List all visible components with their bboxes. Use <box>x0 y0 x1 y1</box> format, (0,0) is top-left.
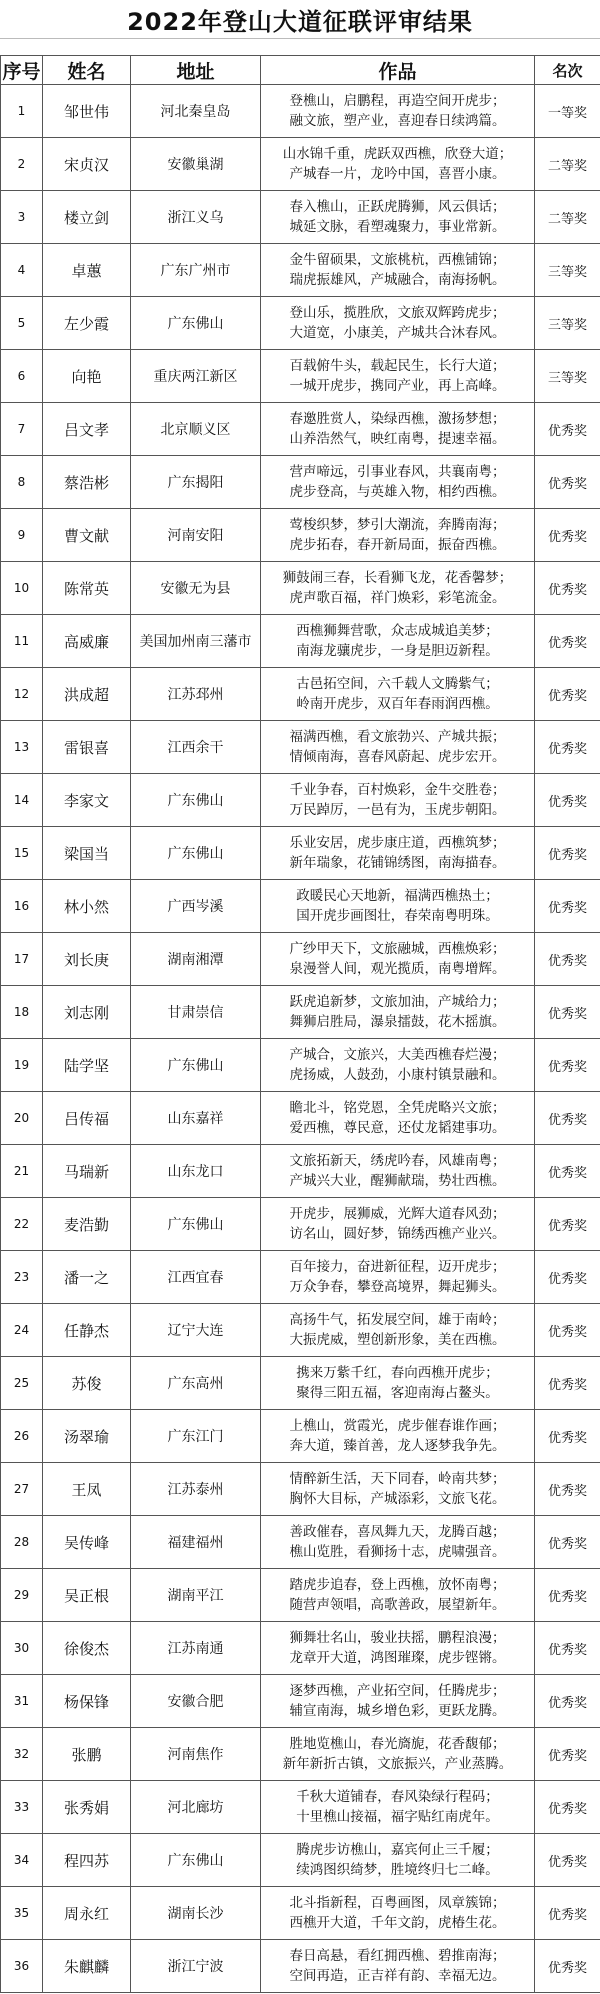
row-address: 美国加州南三藩市 <box>131 615 261 668</box>
row-award: 优秀奖 <box>535 721 600 774</box>
row-address: 江苏泰州 <box>131 1463 261 1516</box>
row-work <box>261 1728 535 1781</box>
row-number: 13 <box>1 721 43 774</box>
work-line-1: 春日高悬，看红拥西樵、碧推南海； <box>289 1948 506 1964</box>
row-name: 李家文 <box>43 774 131 827</box>
row-award: 优秀奖 <box>535 774 600 827</box>
row-name: 蔡浩彬 <box>43 456 131 509</box>
work-line-1: 文旅拓新天，绣虎吟春，风雄南粤； <box>289 1153 506 1169</box>
work-line-2: 泉漫誉人间，观光揽质，南粤增辉。 <box>289 961 506 977</box>
row-address: 河南焦作 <box>131 1728 261 1781</box>
work-line-2: 龙章开大道，鸿图璀璨，虎步铿锵。 <box>289 1650 506 1666</box>
table-row <box>1 668 600 721</box>
work-line-2: 空间再造，正吉祥有韵、幸福无边。 <box>289 1968 506 1984</box>
work-line-1: 莺梭织梦，梦引大潮流，奔腾南海； <box>289 517 506 533</box>
work-line-2: 大道宽，小康美，产城共合沐春风。 <box>289 325 506 341</box>
work-line-1: 百载俯牛头，载起民生，长行大道； <box>289 358 506 374</box>
row-name: 杨保锋 <box>43 1675 131 1728</box>
row-number: 26 <box>1 1410 43 1463</box>
row-name: 张鹏 <box>43 1728 131 1781</box>
table-row <box>1 456 600 509</box>
work-line-1: 千业争春，百村焕彩，金牛交胜卷； <box>289 782 506 798</box>
work-line-1: 登樵山，启鹏程，再造空间开虎步； <box>289 93 506 109</box>
row-number: 18 <box>1 986 43 1039</box>
row-work <box>261 456 535 509</box>
work-line-1: 携来万紫千红，春向西樵开虎步； <box>296 1365 499 1381</box>
work-line-1: 狮舞壮名山，骏业扶摇，鹏程浪漫； <box>289 1630 506 1646</box>
row-name: 吴传峰 <box>43 1516 131 1569</box>
work-line-2: 爱西樵，尊民意，还仗龙韬建事功。 <box>289 1120 506 1136</box>
row-award: 优秀奖 <box>535 1834 600 1887</box>
row-address: 江西余干 <box>131 721 261 774</box>
work-line-1: 山水锦千重，虎跃双西樵，欣登大道； <box>282 146 513 162</box>
row-address: 江苏邳州 <box>131 668 261 721</box>
row-work <box>261 244 535 297</box>
work-line-2: 虎步登高，与英雄入物，相约西樵。 <box>289 484 506 500</box>
work-line-1: 政暖民心天地新，福满西樵热土； <box>296 888 499 904</box>
row-work <box>261 1039 535 1092</box>
row-work <box>261 1834 535 1887</box>
work-line-2: 情倾南海，喜春风蔚起、虎步宏开。 <box>289 749 506 765</box>
row-address: 河北秦皇岛 <box>131 85 261 138</box>
row-award: 优秀奖 <box>535 1781 600 1834</box>
row-name: 陈常英 <box>43 562 131 615</box>
row-award: 优秀奖 <box>535 1569 600 1622</box>
row-work <box>261 1357 535 1410</box>
row-name: 刘长庚 <box>43 933 131 986</box>
work-line-2: 新年新折古镇，文旅振兴，产业蒸腾。 <box>282 1756 513 1772</box>
work-line-1: 登山乐，揽胜欣，文旅双辉跨虎步； <box>289 305 506 321</box>
row-work <box>261 1251 535 1304</box>
row-name: 吴正根 <box>43 1569 131 1622</box>
work-line-1: 广纱甲天下，文旅融城，西樵焕彩； <box>289 941 506 957</box>
row-name: 朱麒麟 <box>43 1940 131 1993</box>
row-number: 33 <box>1 1781 43 1834</box>
work-line-2: 新年瑞象，花铺锦绣图，南海描春。 <box>289 855 506 871</box>
row-award: 二等奖 <box>535 138 600 191</box>
row-award: 优秀奖 <box>535 933 600 986</box>
row-name: 苏俊 <box>43 1357 131 1410</box>
row-work <box>261 933 535 986</box>
work-line-2: 瑞虎振雄风，产城融合，南海扬帆。 <box>289 272 506 288</box>
table-row <box>1 1463 600 1516</box>
row-address: 广东佛山 <box>131 1834 261 1887</box>
spacer-row <box>0 38 600 55</box>
work-line-1: 善政催春，喜凤舞九天，龙腾百越； <box>289 1524 506 1540</box>
row-address: 广东揭阳 <box>131 456 261 509</box>
work-line-2: 樵山览胜，看狮扬十志，虎啸强音。 <box>289 1544 506 1560</box>
work-line-2: 产城兴大业，醒狮献瑞，势壮西樵。 <box>289 1173 506 1189</box>
table-row <box>1 1516 600 1569</box>
row-award: 优秀奖 <box>535 1092 600 1145</box>
row-work <box>261 1516 535 1569</box>
work-line-2: 岭南开虎步，双百年春雨润西樵。 <box>296 696 499 712</box>
row-award: 优秀奖 <box>535 668 600 721</box>
row-number: 10 <box>1 562 43 615</box>
row-number: 19 <box>1 1039 43 1092</box>
row-work <box>261 350 535 403</box>
row-number: 27 <box>1 1463 43 1516</box>
row-name: 卓蕙 <box>43 244 131 297</box>
row-work <box>261 85 535 138</box>
work-line-2: 奔大道，臻首善，龙人逐梦我争先。 <box>289 1438 506 1454</box>
row-name: 邹世伟 <box>43 85 131 138</box>
table-row <box>1 1145 600 1198</box>
header-name: 姓名 <box>43 56 131 85</box>
table-row <box>1 1622 600 1675</box>
table-row <box>1 1675 600 1728</box>
row-address: 辽宁大连 <box>131 1304 261 1357</box>
work-line-2: 一城开虎步，携同产业，再上高峰。 <box>289 378 506 394</box>
table-row <box>1 1940 600 1993</box>
row-number: 12 <box>1 668 43 721</box>
row-address: 安徽巢湖 <box>131 138 261 191</box>
row-work <box>261 827 535 880</box>
row-name: 徐俊杰 <box>43 1622 131 1675</box>
table-row <box>1 1357 600 1410</box>
table-row <box>1 933 600 986</box>
work-line-2: 虎步拓春，春开新局面，振奋西樵。 <box>289 537 506 553</box>
row-address: 广东佛山 <box>131 297 261 350</box>
row-name: 左少霞 <box>43 297 131 350</box>
row-work <box>261 1675 535 1728</box>
row-award: 优秀奖 <box>535 403 600 456</box>
row-award: 三等奖 <box>535 244 600 297</box>
results-table <box>0 55 600 1993</box>
row-number: 20 <box>1 1092 43 1145</box>
work-line-2: 聚得三阳五福，客迎南海占鳌头。 <box>296 1385 499 1401</box>
row-award: 优秀奖 <box>535 1198 600 1251</box>
row-name: 汤翠瑜 <box>43 1410 131 1463</box>
row-number: 25 <box>1 1357 43 1410</box>
row-work <box>261 509 535 562</box>
row-name: 吕文孝 <box>43 403 131 456</box>
work-line-1: 百年接力，奋进新征程，迈开虎步； <box>289 1259 506 1275</box>
row-award: 优秀奖 <box>535 1039 600 1092</box>
row-number: 22 <box>1 1198 43 1251</box>
table-row <box>1 1039 600 1092</box>
row-work <box>261 986 535 1039</box>
row-work <box>261 668 535 721</box>
row-name: 麦浩勤 <box>43 1198 131 1251</box>
table-row <box>1 297 600 350</box>
work-line-1: 金牛留硕果，文旅桃杭，西樵铺锦； <box>289 252 506 268</box>
row-work <box>261 615 535 668</box>
row-award: 优秀奖 <box>535 509 600 562</box>
work-line-1: 北斗指新程，百粤画图，凤章簇锦； <box>289 1895 506 1911</box>
row-award: 优秀奖 <box>535 1304 600 1357</box>
work-line-2: 舞狮启胜局，瀑泉擂鼓，花木摇旗。 <box>289 1014 506 1030</box>
table-header-row <box>1 56 600 85</box>
work-line-1: 胜地览樵山，春光旖旎，花香馥郁； <box>289 1736 506 1752</box>
row-address: 山东嘉祥 <box>131 1092 261 1145</box>
row-address: 河南安阳 <box>131 509 261 562</box>
row-number: 24 <box>1 1304 43 1357</box>
row-number: 5 <box>1 297 43 350</box>
row-work <box>261 1092 535 1145</box>
work-line-1: 腾虎步访樵山，嘉宾何止三千履； <box>296 1842 499 1858</box>
row-award: 二等奖 <box>535 191 600 244</box>
row-work <box>261 138 535 191</box>
row-number: 7 <box>1 403 43 456</box>
row-award: 优秀奖 <box>535 1728 600 1781</box>
row-number: 2 <box>1 138 43 191</box>
row-work <box>261 721 535 774</box>
work-line-2: 融文旅，塑产业，喜迎春日续鸿篇。 <box>289 113 506 129</box>
table-row <box>1 191 600 244</box>
row-number: 35 <box>1 1887 43 1940</box>
row-award: 优秀奖 <box>535 1463 600 1516</box>
row-address: 湖南湘潭 <box>131 933 261 986</box>
row-number: 6 <box>1 350 43 403</box>
work-line-2: 随营声领唱，高歌善政，展望新年。 <box>289 1597 506 1613</box>
table-row <box>1 1887 600 1940</box>
work-line-2: 续鸿图织绮梦，胜境终归七二峰。 <box>296 1862 499 1878</box>
row-award: 优秀奖 <box>535 615 600 668</box>
row-address: 甘肃崇信 <box>131 986 261 1039</box>
row-name: 任静杰 <box>43 1304 131 1357</box>
row-name: 刘志刚 <box>43 986 131 1039</box>
row-number: 15 <box>1 827 43 880</box>
work-line-2: 万众争春，攀登高境界，舞起狮头。 <box>289 1279 506 1295</box>
table-row <box>1 1092 600 1145</box>
row-work <box>261 1569 535 1622</box>
work-line-1: 古邑拓空间，六千载人文腾紫气； <box>296 676 499 692</box>
row-number: 29 <box>1 1569 43 1622</box>
row-award: 优秀奖 <box>535 1251 600 1304</box>
work-line-2: 访名山，圆好梦，锦绣西樵产业兴。 <box>289 1226 506 1242</box>
table-row <box>1 827 600 880</box>
header-award: 名次 <box>535 56 600 85</box>
row-address: 安徽无为县 <box>131 562 261 615</box>
work-line-1: 千秋大道铺春，春风染绿行程码； <box>296 1789 499 1805</box>
row-number: 23 <box>1 1251 43 1304</box>
row-work <box>261 1622 535 1675</box>
work-line-1: 福满西樵，看文旅勃兴、产城共振； <box>289 729 506 745</box>
row-work <box>261 297 535 350</box>
row-address: 山东龙口 <box>131 1145 261 1198</box>
header-work: 作品 <box>261 56 535 85</box>
row-name: 吕传福 <box>43 1092 131 1145</box>
row-number: 30 <box>1 1622 43 1675</box>
table-row <box>1 350 600 403</box>
row-name: 高威廉 <box>43 615 131 668</box>
row-number: 34 <box>1 1834 43 1887</box>
row-number: 11 <box>1 615 43 668</box>
row-number: 31 <box>1 1675 43 1728</box>
row-name: 张秀娟 <box>43 1781 131 1834</box>
row-number: 3 <box>1 191 43 244</box>
work-line-2: 辅宣南海，城乡增色彩，更跃龙腾。 <box>289 1703 506 1719</box>
row-name: 陆学坚 <box>43 1039 131 1092</box>
row-award: 三等奖 <box>535 297 600 350</box>
row-award: 优秀奖 <box>535 986 600 1039</box>
table-body <box>1 85 600 1993</box>
row-award: 优秀奖 <box>535 827 600 880</box>
work-line-1: 春入樵山，正跃虎腾狮，风云俱话； <box>289 199 506 215</box>
table-row <box>1 403 600 456</box>
table-row <box>1 774 600 827</box>
row-name: 雷银喜 <box>43 721 131 774</box>
row-address: 广东佛山 <box>131 1198 261 1251</box>
work-line-1: 瞻北斗，铭党恩，全凭虎略兴文旅； <box>289 1100 506 1116</box>
work-line-1: 春邀胜赏人，染绿西樵，激扬梦想； <box>289 411 506 427</box>
row-address: 江西宜春 <box>131 1251 261 1304</box>
row-number: 36 <box>1 1940 43 1993</box>
row-number: 4 <box>1 244 43 297</box>
row-work <box>261 880 535 933</box>
row-award: 优秀奖 <box>535 456 600 509</box>
table-row <box>1 721 600 774</box>
work-line-2: 十里樵山接福，福字贴红南虎年。 <box>296 1809 499 1825</box>
header-address: 地址 <box>131 56 261 85</box>
row-name: 周永红 <box>43 1887 131 1940</box>
work-line-1: 西樵狮舞营歌，众志成城追美梦； <box>296 623 499 639</box>
work-line-1: 踏虎步追春，登上西樵，放怀南粤； <box>289 1577 506 1593</box>
table-row <box>1 986 600 1039</box>
row-address: 北京顺义区 <box>131 403 261 456</box>
row-award: 优秀奖 <box>535 1357 600 1410</box>
row-award: 优秀奖 <box>535 1940 600 1993</box>
table-row <box>1 509 600 562</box>
row-award: 优秀奖 <box>535 1145 600 1198</box>
row-number: 21 <box>1 1145 43 1198</box>
row-work <box>261 1198 535 1251</box>
work-line-1: 逐梦西樵，产业拓空间，任腾虎步； <box>289 1683 506 1699</box>
work-line-1: 产城合，文旅兴，大美西樵春烂漫； <box>289 1047 506 1063</box>
table-row <box>1 1834 600 1887</box>
row-address: 湖南平江 <box>131 1569 261 1622</box>
work-line-1: 乐业安居，虎步康庄道，西樵筑梦； <box>289 835 506 851</box>
work-line-1: 狮鼓闹三春，长看狮飞龙，花香馨梦； <box>282 570 513 586</box>
row-work <box>261 562 535 615</box>
row-award: 优秀奖 <box>535 880 600 933</box>
row-number: 8 <box>1 456 43 509</box>
work-line-1: 营声啼远，引事业春风，共襄南粤； <box>289 464 506 480</box>
row-award: 优秀奖 <box>535 1675 600 1728</box>
work-line-1: 高扬牛气，拓发展空间，雄于南岭； <box>289 1312 506 1328</box>
row-address: 广东佛山 <box>131 1039 261 1092</box>
row-address: 浙江宁波 <box>131 1940 261 1993</box>
document-title: 2022年登山大道征联评审结果 <box>127 7 473 36</box>
row-address: 广东广州市 <box>131 244 261 297</box>
row-work <box>261 1304 535 1357</box>
row-award: 优秀奖 <box>535 1516 600 1569</box>
row-award: 一等奖 <box>535 85 600 138</box>
row-award: 优秀奖 <box>535 1410 600 1463</box>
row-name: 王凤 <box>43 1463 131 1516</box>
row-name: 梁国当 <box>43 827 131 880</box>
table-row <box>1 615 600 668</box>
row-name: 洪成超 <box>43 668 131 721</box>
work-line-2: 产城春一片，龙吟中国，喜晋小康。 <box>289 166 506 182</box>
row-address: 安徽合肥 <box>131 1675 261 1728</box>
row-number: 32 <box>1 1728 43 1781</box>
work-line-2: 城延文脉，看塑魂聚力，事业常新。 <box>289 219 506 235</box>
row-name: 向艳 <box>43 350 131 403</box>
row-number: 16 <box>1 880 43 933</box>
row-work <box>261 1781 535 1834</box>
row-address: 广东高州 <box>131 1357 261 1410</box>
table-row <box>1 1410 600 1463</box>
row-work <box>261 191 535 244</box>
table-row <box>1 880 600 933</box>
work-line-2: 虎扬威，人鼓劲，小康村镇景融和。 <box>289 1067 506 1083</box>
table-row <box>1 1781 600 1834</box>
row-address: 福建福州 <box>131 1516 261 1569</box>
row-work <box>261 774 535 827</box>
row-address: 广东佛山 <box>131 827 261 880</box>
table-row <box>1 562 600 615</box>
work-line-1: 开虎步，展狮威，光辉大道春风劲； <box>289 1206 506 1222</box>
row-award: 优秀奖 <box>535 1887 600 1940</box>
work-line-2: 虎声歌百福，祥门焕彩，彩笔流金。 <box>289 590 506 606</box>
row-name: 马瑞新 <box>43 1145 131 1198</box>
row-name: 林小然 <box>43 880 131 933</box>
row-work <box>261 1940 535 1993</box>
row-number: 28 <box>1 1516 43 1569</box>
row-address: 江苏南通 <box>131 1622 261 1675</box>
row-work <box>261 1887 535 1940</box>
row-name: 曹文献 <box>43 509 131 562</box>
row-award: 优秀奖 <box>535 562 600 615</box>
work-line-2: 万民踔厉，一邑有为，玉虎步朝阳。 <box>289 802 506 818</box>
row-address: 河北廊坊 <box>131 1781 261 1834</box>
table-row <box>1 244 600 297</box>
work-line-1: 情醉新生活，天下同春，岭南共梦； <box>289 1471 506 1487</box>
row-work <box>261 1463 535 1516</box>
table-row <box>1 1251 600 1304</box>
row-award: 优秀奖 <box>535 1622 600 1675</box>
table-row <box>1 138 600 191</box>
header-no: 序号 <box>1 56 43 85</box>
row-name: 潘一之 <box>43 1251 131 1304</box>
work-line-2: 大振虎威，塑创新形象，美在西樵。 <box>289 1332 506 1348</box>
row-name: 程四苏 <box>43 1834 131 1887</box>
row-name: 楼立剑 <box>43 191 131 244</box>
row-number: 17 <box>1 933 43 986</box>
row-address: 重庆两江新区 <box>131 350 261 403</box>
row-address: 广东佛山 <box>131 774 261 827</box>
row-work <box>261 403 535 456</box>
work-line-2: 山养浩然气，映红南粤，提速幸福。 <box>289 431 506 447</box>
work-line-2: 南海龙骧虎步，一身是胆迈新程。 <box>296 643 499 659</box>
row-number: 1 <box>1 85 43 138</box>
row-address: 广西岑溪 <box>131 880 261 933</box>
work-line-1: 上樵山，赏霞光，虎步催春谁作画； <box>289 1418 506 1434</box>
row-award: 三等奖 <box>535 350 600 403</box>
row-work <box>261 1410 535 1463</box>
work-line-2: 胸怀大目标，产城添彩，文旅飞花。 <box>289 1491 506 1507</box>
table-row <box>1 1728 600 1781</box>
table-row <box>1 85 600 138</box>
row-address: 广东江门 <box>131 1410 261 1463</box>
row-address: 湖南长沙 <box>131 1887 261 1940</box>
row-name: 宋贞汉 <box>43 138 131 191</box>
row-number: 9 <box>1 509 43 562</box>
row-work <box>261 1145 535 1198</box>
work-line-1: 跃虎追新梦，文旅加油，产城给力； <box>289 994 506 1010</box>
table-row <box>1 1569 600 1622</box>
row-address: 浙江义乌 <box>131 191 261 244</box>
table-row <box>1 1304 600 1357</box>
table-row <box>1 1198 600 1251</box>
row-number: 14 <box>1 774 43 827</box>
work-line-2: 西樵开大道，千年文韵，虎椿生花。 <box>289 1915 506 1931</box>
work-line-2: 国开虎步画图壮，春荣南粤明珠。 <box>296 908 499 924</box>
